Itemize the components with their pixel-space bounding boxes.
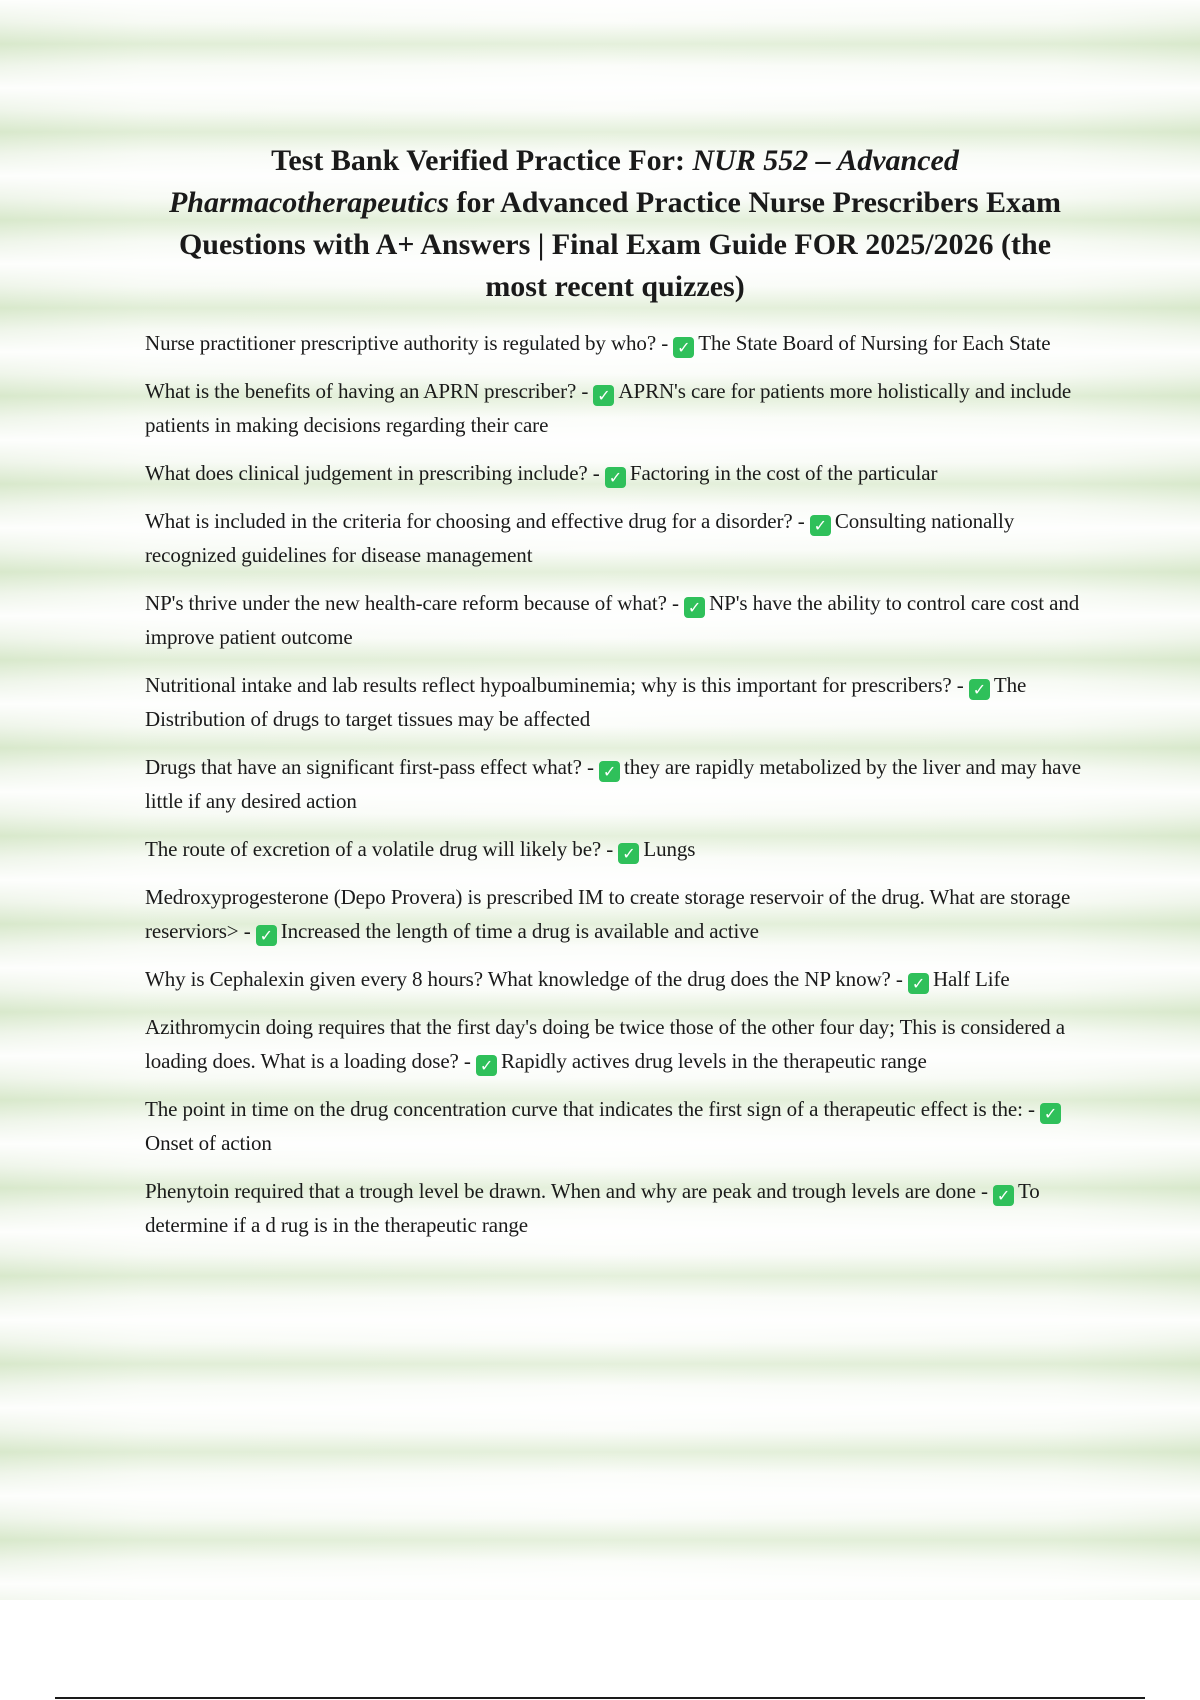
question-text: What is included in the criteria for choosing and effective drug for a disorder? - (145, 509, 805, 533)
question-text: What does clinical judgement in prescribing include? - (145, 461, 600, 485)
checkmark-icon: ✓ (599, 761, 620, 782)
answer-text: Half Life (932, 967, 1010, 991)
title-part-3: for Advanced Practice Nurse Prescribers Exam (456, 186, 1062, 219)
checkmark-icon: ✓ (993, 1185, 1014, 1206)
qa-item (145, 1092, 1085, 1160)
qa-item (145, 504, 1085, 572)
qa-item (145, 962, 1085, 996)
qa-item (145, 456, 1085, 490)
title-part-1: Test Bank Verified Practice For: (271, 144, 685, 177)
qa-item (145, 880, 1085, 948)
checkmark-icon: ✓ (673, 337, 694, 358)
checkmark-icon: ✓ (1040, 1103, 1061, 1124)
checkmark-icon: ✓ (969, 679, 990, 700)
answer-text: The State Board of Nursing for Each State (698, 331, 1051, 355)
question-text: Nutritional intake and lab results reflect hypoalbuminemia; why is this important for prescribers? - (145, 673, 964, 697)
question-text: NP's thrive under the new health-care reform because of what? - (145, 591, 679, 615)
answer-text: Consulting nationally recognized guidelines for disease management (145, 509, 1015, 567)
answer-text: Rapidly actives drug levels in the therapeutic range (500, 1049, 927, 1073)
question-text: Phenytoin required that a trough level be drawn. When and why are peak and trough levels are done - (145, 1179, 988, 1203)
qa-item (145, 586, 1085, 654)
qa-item (145, 668, 1085, 736)
checkmark-icon: ✓ (618, 843, 639, 864)
qa-item (145, 374, 1085, 442)
answer-text: APRN's care for patients more holistically and include patients in making decisions regarding their care (145, 379, 1072, 437)
answer-text: The Distribution of drugs to target tissues may be affected (145, 673, 1027, 731)
question-text: Medroxyprogesterone (Depo Provera) is prescribed IM to create storage reservoir of the drug. What are storage reserviors> - (145, 885, 1071, 943)
qa-list (145, 326, 1085, 1242)
qa-item (145, 832, 1085, 866)
qa-item (145, 1010, 1085, 1078)
checkmark-icon: ✓ (476, 1055, 497, 1076)
question-text: The point in time on the drug concentration curve that indicates the first sign of a therapeutic effect is the: - (145, 1097, 1035, 1121)
title-course-name: NUR 552 – Advanced Pharmacotherapeutics (168, 144, 959, 219)
checkmark-icon: ✓ (593, 385, 614, 406)
checkmark-icon: ✓ (810, 515, 831, 536)
question-text: What is the benefits of having an APRN prescriber? - (145, 379, 589, 403)
footer-divider (55, 1697, 1145, 1699)
question-text: Drugs that have an significant first-pass effect what? - (145, 755, 594, 779)
answer-text: To determine if a d rug is in the therapeutic range (145, 1179, 1040, 1237)
checkmark-icon: ✓ (605, 467, 626, 488)
question-text: Why is Cephalexin given every 8 hours? What knowledge of the drug does the NP know? - (145, 967, 903, 991)
answer-text: Factoring in the cost of the particular (629, 461, 938, 485)
document-title (145, 140, 1085, 308)
document-body (145, 140, 1085, 1256)
answer-text: Lungs (643, 837, 696, 861)
qa-item (145, 1174, 1085, 1242)
qa-item (145, 750, 1085, 818)
checkmark-icon: ✓ (684, 597, 705, 618)
qa-item (145, 326, 1085, 360)
question-text: The route of excretion of a volatile drug will likely be? - (145, 837, 614, 861)
question-text: Nurse practitioner prescriptive authority is regulated by who? - (145, 331, 669, 355)
checkmark-icon: ✓ (256, 925, 277, 946)
checkmark-icon: ✓ (908, 973, 929, 994)
title-part-4: Questions with A+ Answers | Final Exam Guide FOR 2025/2026 (the most recent quizzes) (178, 228, 1052, 303)
answer-text: Increased the length of time a drug is available and active (280, 919, 759, 943)
answer-text: they are rapidly metabolized by the liver and may have little if any desired action (145, 755, 1082, 813)
question-text: Azithromycin doing requires that the first day's doing be twice those of the other four day; This is considered a loading does. What is a loading dose? - (145, 1015, 1065, 1073)
answer-text: NP's have the ability to control care cost and improve patient outcome (145, 591, 1080, 649)
answer-text: Onset of action (145, 1131, 272, 1155)
